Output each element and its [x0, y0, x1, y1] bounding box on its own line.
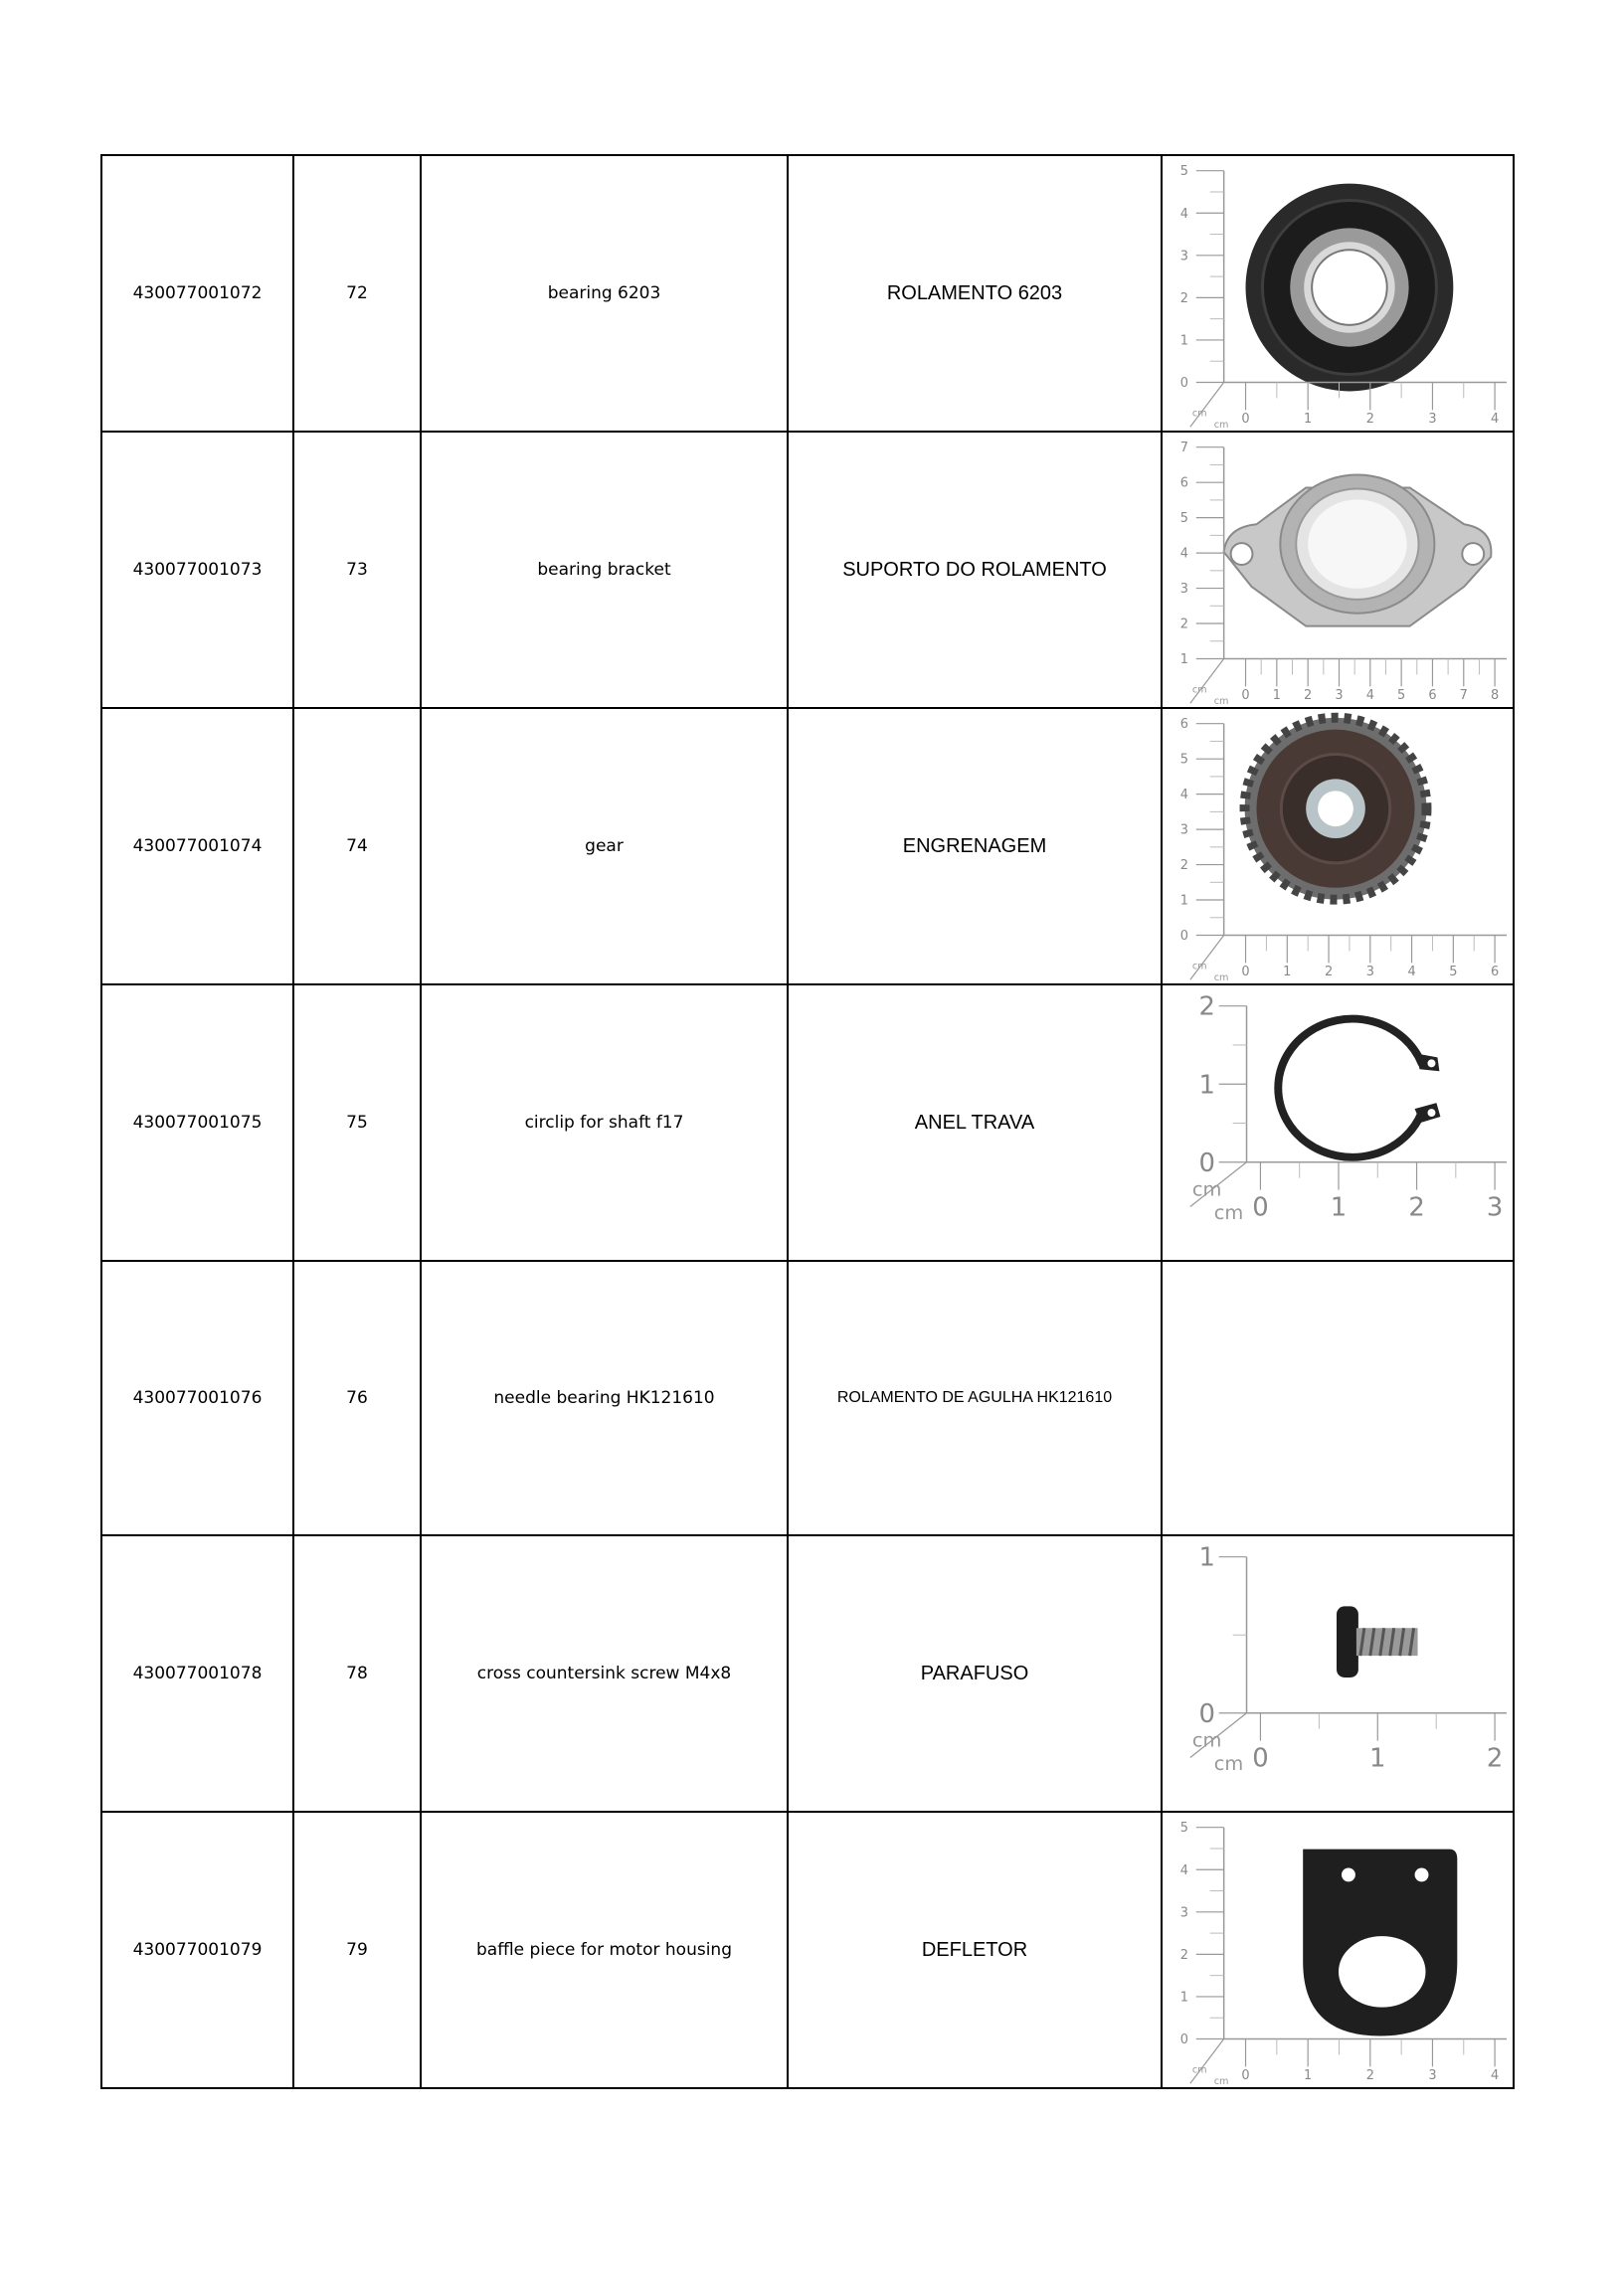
scale-y-label: 6 [1179, 717, 1188, 733]
scale-y-label: 0 [1198, 1148, 1215, 1178]
scale-y-label: 5 [1179, 1821, 1188, 1837]
part-photo [1162, 1812, 1514, 2088]
scale-x-label: 2 [1304, 688, 1313, 704]
scale-x-label: 1 [1304, 412, 1313, 428]
description-pt: PARAFUSO [788, 1535, 1162, 1812]
scale-y-label: 1 [1198, 1070, 1215, 1101]
scale-y-label: 3 [1179, 1905, 1188, 1921]
part-photo-empty [1162, 1261, 1514, 1535]
scale-x-label: 8 [1490, 688, 1500, 704]
part-photo [1162, 155, 1514, 432]
part-photo [1162, 984, 1514, 1261]
scale-unit-label: cm [1191, 408, 1207, 420]
table-row [101, 155, 1514, 432]
scale-y-label: 1 [1198, 1542, 1215, 1573]
scale-unit-label: cm [1191, 1728, 1222, 1752]
description-pt: SUPORTO DO ROLAMENTO [788, 432, 1162, 708]
scale-unit-label: cm [1191, 1177, 1222, 1201]
scale-x-label: 3 [1428, 2068, 1437, 2084]
scale-y-label: 1 [1179, 652, 1188, 668]
description-pt: ANEL TRAVA [788, 984, 1162, 1261]
bearing-bracket-icon [1163, 433, 1513, 707]
part-code: 430077001075 [101, 984, 293, 1261]
scale-unit-label: cm [1213, 1751, 1244, 1775]
description-en: bearing bracket [421, 432, 788, 708]
scale-unit-label: cm [1191, 684, 1207, 696]
part-code: 430077001074 [101, 708, 293, 984]
scale-x-label: 6 [1490, 965, 1500, 980]
scale-x-label: 3 [1428, 412, 1437, 428]
helical-gear-icon [1163, 709, 1513, 983]
scale-y-label: 4 [1179, 546, 1188, 562]
scale-unit-label: cm [1213, 695, 1229, 707]
scale-x-label: 1 [1330, 1192, 1348, 1223]
parts-table [100, 154, 1515, 2089]
description-pt: ROLAMENTO DE AGULHA HK121610 [788, 1261, 1162, 1535]
scale-x-label: 4 [1490, 412, 1500, 428]
scale-y-label: 3 [1179, 822, 1188, 838]
scale-x-label: 3 [1486, 1192, 1504, 1223]
scale-x-label: 2 [1324, 965, 1334, 980]
description-pt: ROLAMENTO 6203 [788, 155, 1162, 432]
table-row [101, 1812, 1514, 2088]
part-code: 430077001078 [101, 1535, 293, 1812]
baffle-plate-icon [1163, 1813, 1513, 2087]
scale-y-label: 1 [1179, 333, 1188, 349]
part-code: 430077001079 [101, 1812, 293, 2088]
scale-y-label: 7 [1179, 441, 1188, 456]
scale-y-label: 2 [1179, 858, 1188, 874]
scale-unit-label: cm [1213, 1200, 1244, 1224]
item-number: 72 [293, 155, 421, 432]
scale-y-label: 5 [1179, 164, 1188, 180]
item-number: 73 [293, 432, 421, 708]
scale-x-label: 2 [1408, 1192, 1425, 1223]
screw-icon [1163, 1536, 1513, 1811]
scale-y-label: 3 [1179, 249, 1188, 265]
item-number: 74 [293, 708, 421, 984]
circlip-icon [1163, 985, 1513, 1260]
description-en: circlip for shaft f17 [421, 984, 788, 1261]
scale-unit-label: cm [1191, 2064, 1207, 2076]
scale-y-label: 4 [1179, 206, 1188, 222]
description-en: baffle piece for motor housing [421, 1812, 788, 2088]
scale-x-label: 1 [1283, 965, 1292, 980]
description-en: bearing 6203 [421, 155, 788, 432]
scale-y-label: 3 [1179, 582, 1188, 598]
scale-x-label: 0 [1241, 688, 1250, 704]
scale-y-label: 0 [1179, 2032, 1188, 2048]
scale-unit-label: cm [1213, 419, 1229, 431]
part-photo [1162, 1535, 1514, 1812]
scale-x-label: 3 [1365, 965, 1374, 980]
item-number: 75 [293, 984, 421, 1261]
part-code: 430077001072 [101, 155, 293, 432]
scale-x-label: 4 [1365, 688, 1374, 704]
scale-x-label: 7 [1459, 688, 1468, 704]
scale-x-label: 2 [1365, 412, 1374, 428]
table-row [101, 708, 1514, 984]
description-en: needle bearing HK121610 [421, 1261, 788, 1535]
scale-y-label: 2 [1179, 617, 1188, 632]
scale-y-label: 2 [1198, 991, 1215, 1022]
part-photo [1162, 432, 1514, 708]
scale-y-label: 0 [1179, 376, 1188, 392]
item-number: 76 [293, 1261, 421, 1535]
scale-y-label: 5 [1179, 511, 1188, 527]
description-pt: DEFLETOR [788, 1812, 1162, 2088]
table-row [101, 984, 1514, 1261]
scale-x-label: 4 [1490, 2068, 1500, 2084]
ball-bearing-icon [1163, 156, 1513, 431]
scale-y-label: 0 [1179, 929, 1188, 945]
scale-x-label: 0 [1252, 1192, 1269, 1223]
table-row [101, 432, 1514, 708]
scale-y-label: 2 [1179, 1947, 1188, 1963]
scale-x-label: 1 [1304, 2068, 1313, 2084]
scale-x-label: 6 [1428, 688, 1437, 704]
scale-unit-label: cm [1213, 971, 1229, 983]
scale-y-label: 0 [1198, 1698, 1215, 1729]
scale-x-label: 5 [1397, 688, 1406, 704]
scale-x-label: 1 [1369, 1743, 1386, 1774]
scale-y-label: 4 [1179, 788, 1188, 803]
scale-x-label: 2 [1365, 2068, 1374, 2084]
description-en: cross countersink screw M4x8 [421, 1535, 788, 1812]
scale-y-label: 1 [1179, 1990, 1188, 2006]
table-row [101, 1261, 1514, 1535]
scale-x-label: 0 [1241, 2068, 1250, 2084]
scale-x-label: 1 [1272, 688, 1281, 704]
scale-x-label: 0 [1241, 965, 1250, 980]
item-number: 79 [293, 1812, 421, 2088]
item-number: 78 [293, 1535, 421, 1812]
scale-x-label: 0 [1241, 412, 1250, 428]
scale-x-label: 3 [1335, 688, 1344, 704]
scale-y-label: 4 [1179, 1862, 1188, 1878]
scale-unit-label: cm [1191, 961, 1207, 972]
description-pt: ENGRENAGEM [788, 708, 1162, 984]
scale-y-label: 5 [1179, 752, 1188, 768]
scale-x-label: 2 [1486, 1743, 1504, 1774]
part-code: 430077001076 [101, 1261, 293, 1535]
table-row [101, 1535, 1514, 1812]
scale-y-label: 6 [1179, 475, 1188, 491]
scale-x-label: 0 [1252, 1743, 1269, 1774]
scale-unit-label: cm [1213, 2075, 1229, 2087]
scale-y-label: 1 [1179, 893, 1188, 909]
scale-x-label: 4 [1407, 965, 1416, 980]
scale-x-label: 5 [1449, 965, 1458, 980]
part-photo [1162, 708, 1514, 984]
part-code: 430077001073 [101, 432, 293, 708]
description-en: gear [421, 708, 788, 984]
scale-y-label: 2 [1179, 290, 1188, 306]
